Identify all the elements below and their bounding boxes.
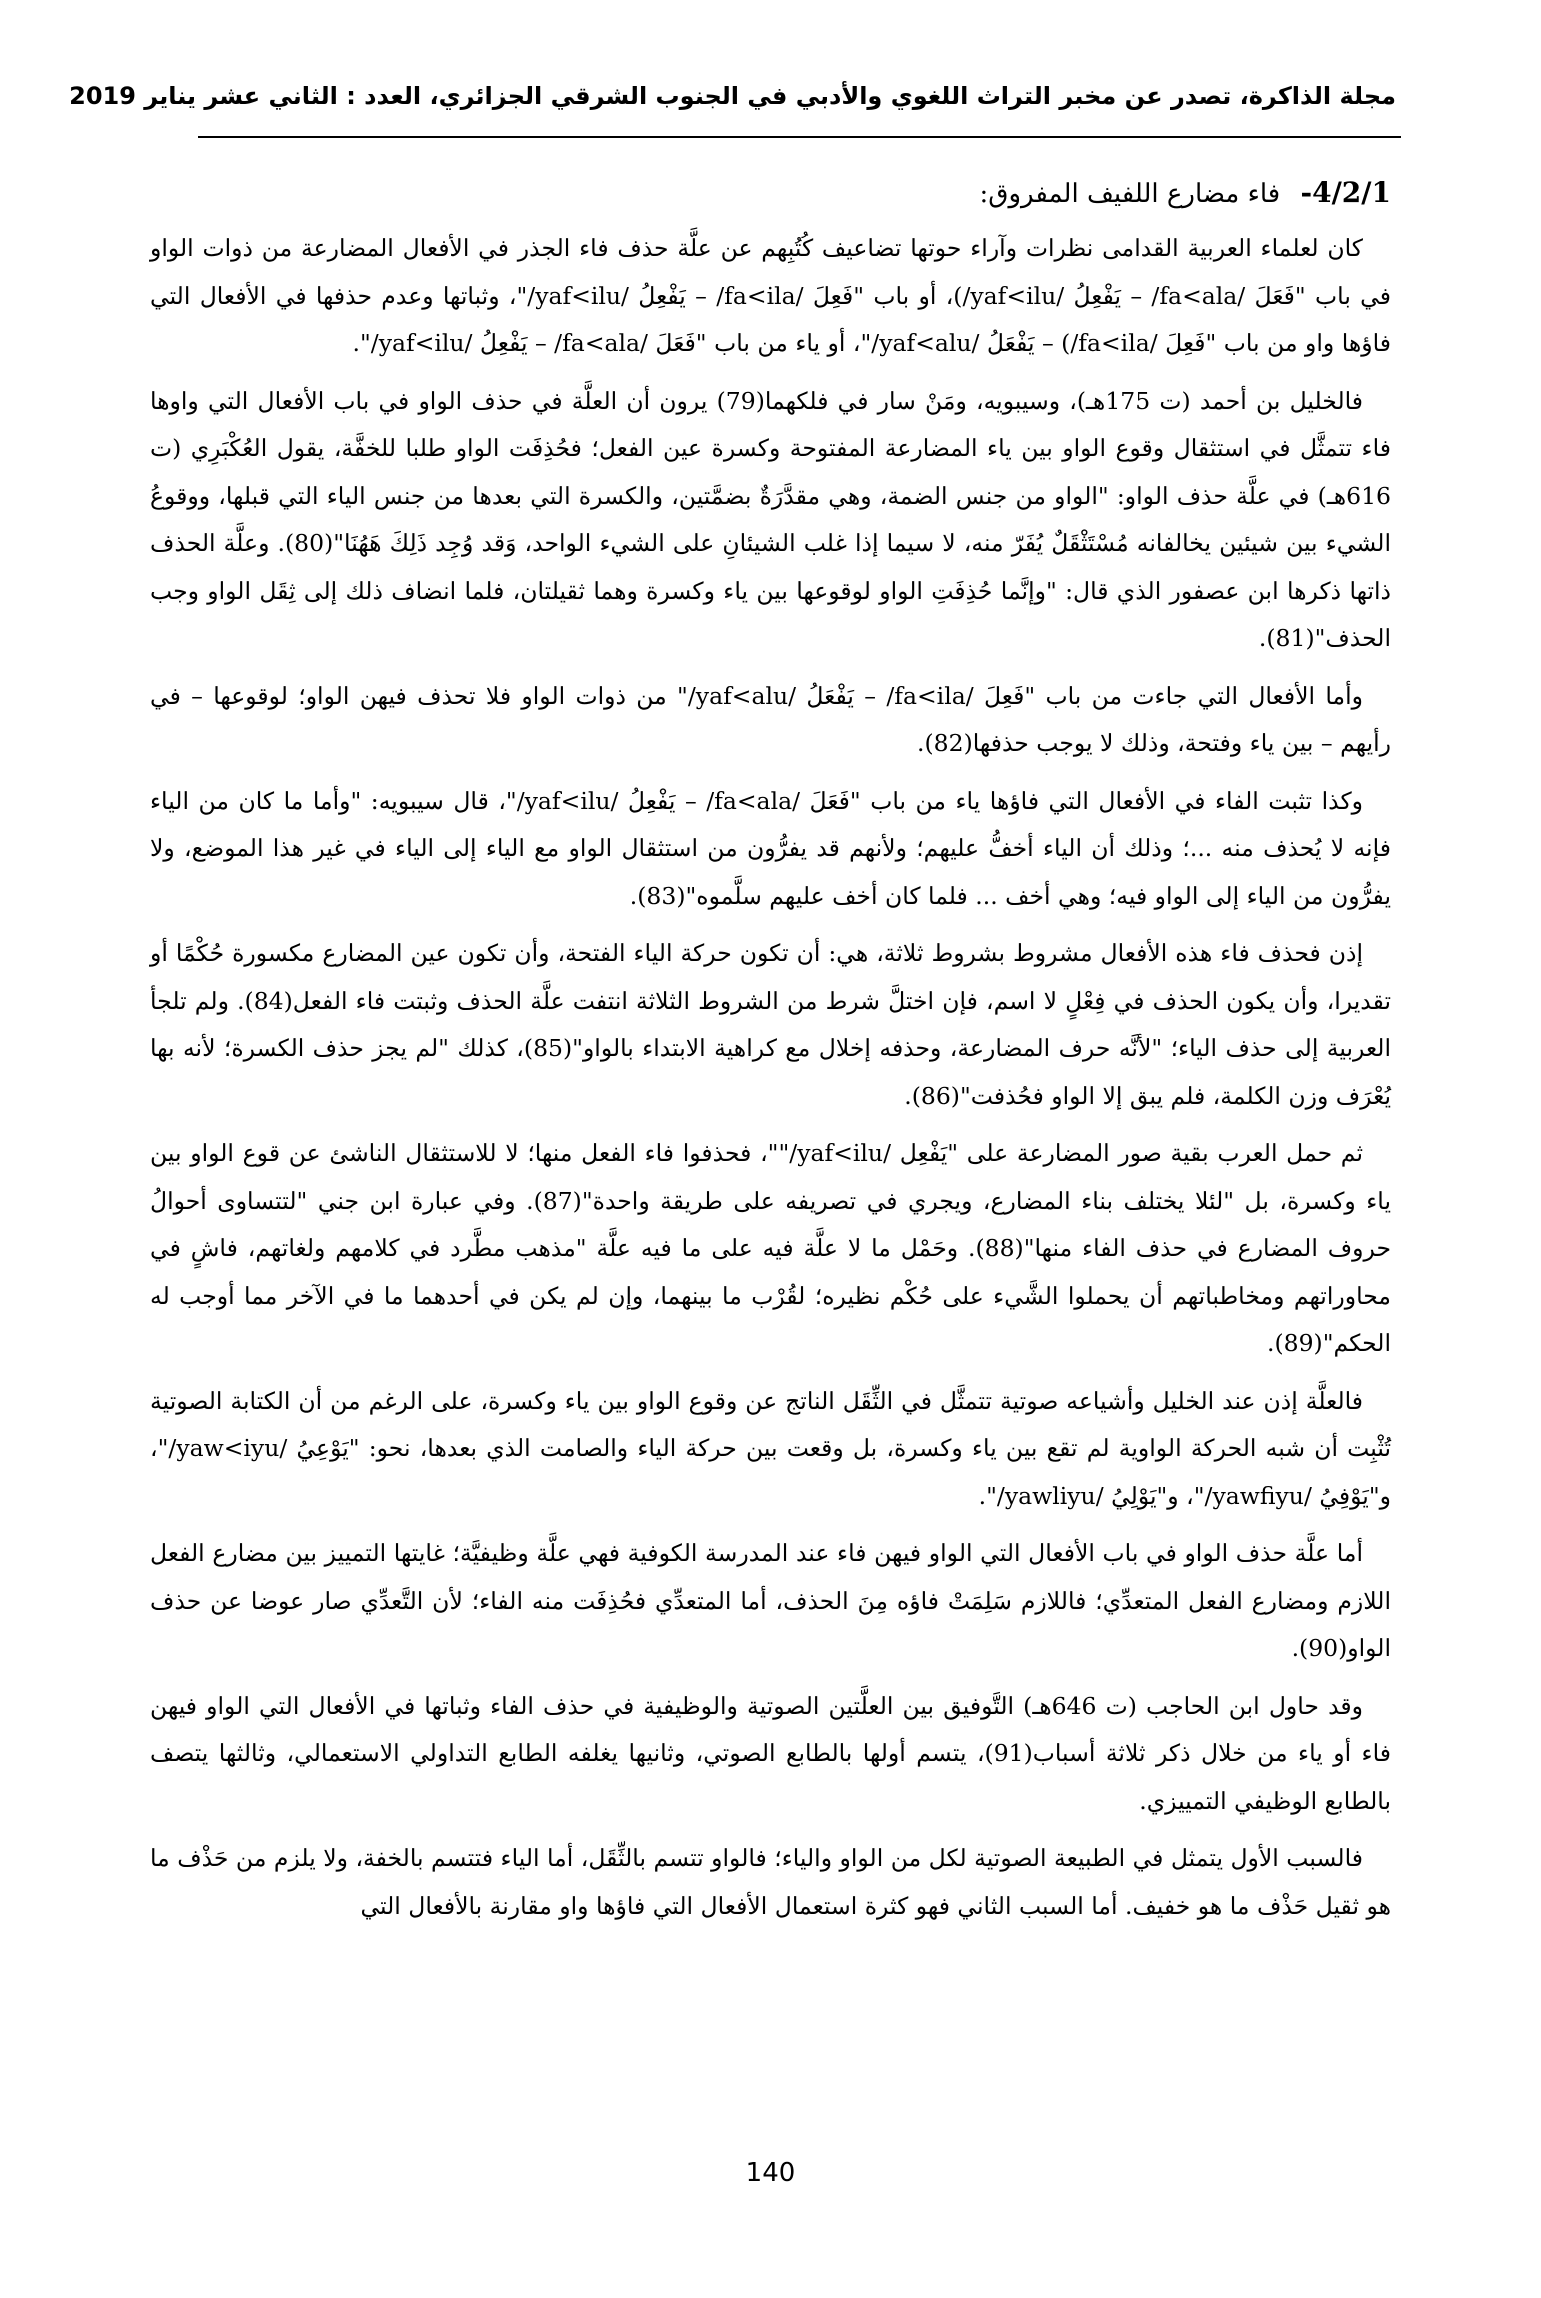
section-title: فاء مضارع اللفيف المفروق: [979, 179, 1281, 209]
paragraph: كان لعلماء العربية القدامى نظرات وآراء حوتها تضاعيف كُتُبِهم عن علَّة حذف فاء الجذر في الأفعال المضارعة من ذوات الواو في باب "فَعَلَ /fa<ala/ – يَفْعِلُ /yaf<ilu/)، أو باب "فَعِلَ /fa<ila/ – يَفْعِلُ /yaf<ilu/"، وثباتها وعدم حذفها في الأفعال التي فاؤها واو من باب "فَعِلَ /fa<ila/) – يَفْعَلُ /yaf<alu/"، أو ياء من باب "فَعَلَ /fa<ala/ – يَفْعِلُ /yaf<ilu/". [150, 234, 1392, 357]
article-body [150, 170, 1391, 2130]
page-number: 140 [745, 2158, 796, 2188]
paragraph: فالسبب الأول يتمثل في الطبيعة الصوتية لكل من الواو والياء؛ فالواو تتسم بالثِّقَل، أما الياء فتتسم بالخفة، ولا يلزم من حَذْف ما هو ثقيل حَذْف ما هو خفيف. أما السبب الثاني فهو كثرة استعمال الأفعال التي فاؤها واو مقارنة بالأفعال التي [150, 1844, 1391, 1920]
paragraph: ثم حمل العرب بقية صور المضارعة على "يَفْعِل /yaf<ilu/""، فحذفوا فاء الفعل منها؛ لا للاستثقال الناشئ عن قوع الواو بين ياء وكسرة، بل "لئلا يختلف بناء المضارع، ويجري في تصريفه على طريقة واحدة"(87). وفي عبارة ابن جني "لتتساوى أحوالُ حروف المضارع في حذف الفاء منها"(88). وحَمْل ما لا علَّة فيه على ما فيه علَّة "مذهب مطَّرد في كلامهم ولغاتهم، فاشٍ في محاوراتهم ومخاطباتهم أن يحملوا الشَّيء على حُكْم نظيره؛ لقُرْب ما بينهما، وإن لم يكن في أحدهما ما في الآخر مما أوجب له الحكم"(89). [150, 1139, 1392, 1357]
section-number: 4/2/1- [1300, 176, 1391, 209]
header-rule [198, 136, 1401, 138]
paragraph: أما علَّة حذف الواو في باب الأفعال التي الواو فيهن فاء عند المدرسة الكوفية فهي علَّة وظيفيَّة؛ غايتها التمييز بين مضارع الفعل اللازم ومضارع الفعل المتعدِّي؛ فاللازم سَلِمَتْ فاؤه مِنَ الحذف، أما المتعدِّي فحُذِفَت منه الفاء؛ لأن التَّعدِّي صار عوضا عن حذف الواو(90). [150, 1539, 1391, 1662]
paragraph: فالخليل بن أحمد (ت 175هـ)، وسيبويه، ومَنْ سار في فلكهما(79) يرون أن العلَّة في حذف الواو في باب الأفعال التي واوها فاء تتمثَّل في استثقال وقوع الواو بين ياء المضارعة المفتوحة وكسرة عين الفعل؛ فحُذِفَت الواو طلبا للخفَّة، يقول العُكْبَرِي (ت 616هـ) في علَّة حذف الواو: "الواو من جنس الضمة، وهي مقدَّرَةٌ بضمَّتين، والكسرة التي بعدها من جنس الياء التي قبلها، ووقوعُ الشيء بين شيئين يخالفانه مُسْتَثْقَلٌ يُفَرّ منه، لا سيما إذا غلب الشيئانِ على الشيء الواحد، وَقد وُجِد ذَلِكَ هَهُنَا"(80). وعلَّة الحذف ذاتها ذكرها ابن عصفور الذي قال: "وإنَّما حُذِفَتِ الواو لوقوعها بين ياء وكسرة وهما ثقيلتان، فلما انضاف ذلك إلى ثِقَل الواو وجب الحذف"(81). [150, 386, 1391, 652]
paragraph: فالعلَّة إذن عند الخليل وأشياعه صوتية تتمثَّل في الثِّقَل الناتج عن وقوع الواو بين ياء وكسرة، على الرغم من أن الكتابة الصوتية تُثْبِت أن شبه الحركة الواوية لم تقع بين ياء وكسرة، بل وقعت بين حركة الياء والصامت الذي بعدها، نحو: "يَوْعِيُ /yaw<iyu/"، و"يَوْفِيُ /yawfiyu/"، و"يَوْلِيُ /yawliyu/". [150, 1386, 1391, 1510]
paragraph: إذن فحذف فاء هذه الأفعال مشروط بشروط ثلاثة، هي: أن تكون حركة الياء الفتحة، وأن تكون عين المضارع مكسورة حُكْمًا أو تقديرا، وأن يكون الحذف في فِعْلٍ لا اسم، فإن اختلَّ شرط من الشروط الثلاثة انتفت علَّة الحذف وثبتت فاء الفعل(84). ولم تلجأ العربية إلى حذف الياء؛ "لأنَّه حرف المضارعة، وحذفه إخلال مع كراهية الابتداء بالواو"(85)، كذلك "لم يجز حذف الكسرة؛ لأنه بها يُعْرَف وزن الكلمة، فلم يبق إلا الواو فحُذفت"(86). [150, 939, 1392, 1110]
paragraph: وكذا تثبت الفاء في الأفعال التي فاؤها ياء من باب "فَعَلَ /fa<ala/ – يَفْعِلُ /yaf<ilu/"، قال سيبويه: "وأما ما كان من الياء فإنه لا يُحذف منه ...؛ وذلك أن الياء أخفُّ عليهم؛ ولأنهم قد يفرُّون من استثقال الواو مع الياء إلى الياء في غير هذا الموضع، ولا يفرُّون من الياء إلى الواو فيه؛ وهي أخف ... فلما كان أخف عليهم سلَّموه"(83). [150, 786, 1391, 910]
paragraph: وقد حاول ابن الحاجب (ت 646هـ) التَّوفيق بين العلَّتين الصوتية والوظيفية في حذف الفاء وثباتها في الأفعال التي الواو فيهن فاء أو ياء من خلال ذكر ثلاثة أسباب(91)، يتسم أولها بالطابع الصوتي، وثانيها يغلفه الطابع التداولي الاستعمالي، وثالثها يتصف بالطابع الوظيفي التمييزي. [150, 1691, 1391, 1815]
running-header: مجلة الذاكرة، تصدر عن مخبر التراث اللغوي والأدبي في الجنوب الشرقي الجزائري، العدد : الثاني عشر يناير 2019 [69, 82, 1396, 110]
section-heading [150, 170, 1391, 217]
paragraph: وأما الأفعال التي جاءت من باب "فَعِلَ /fa<ila/ – يَفْعَلُ /yaf<alu/" من ذوات الواو فلا تحذف فيهن الواو؛ لوقوعها – في رأيهم – بين ياء وفتحة، وذلك لا يوجب حذفها(82). [150, 681, 1391, 757]
